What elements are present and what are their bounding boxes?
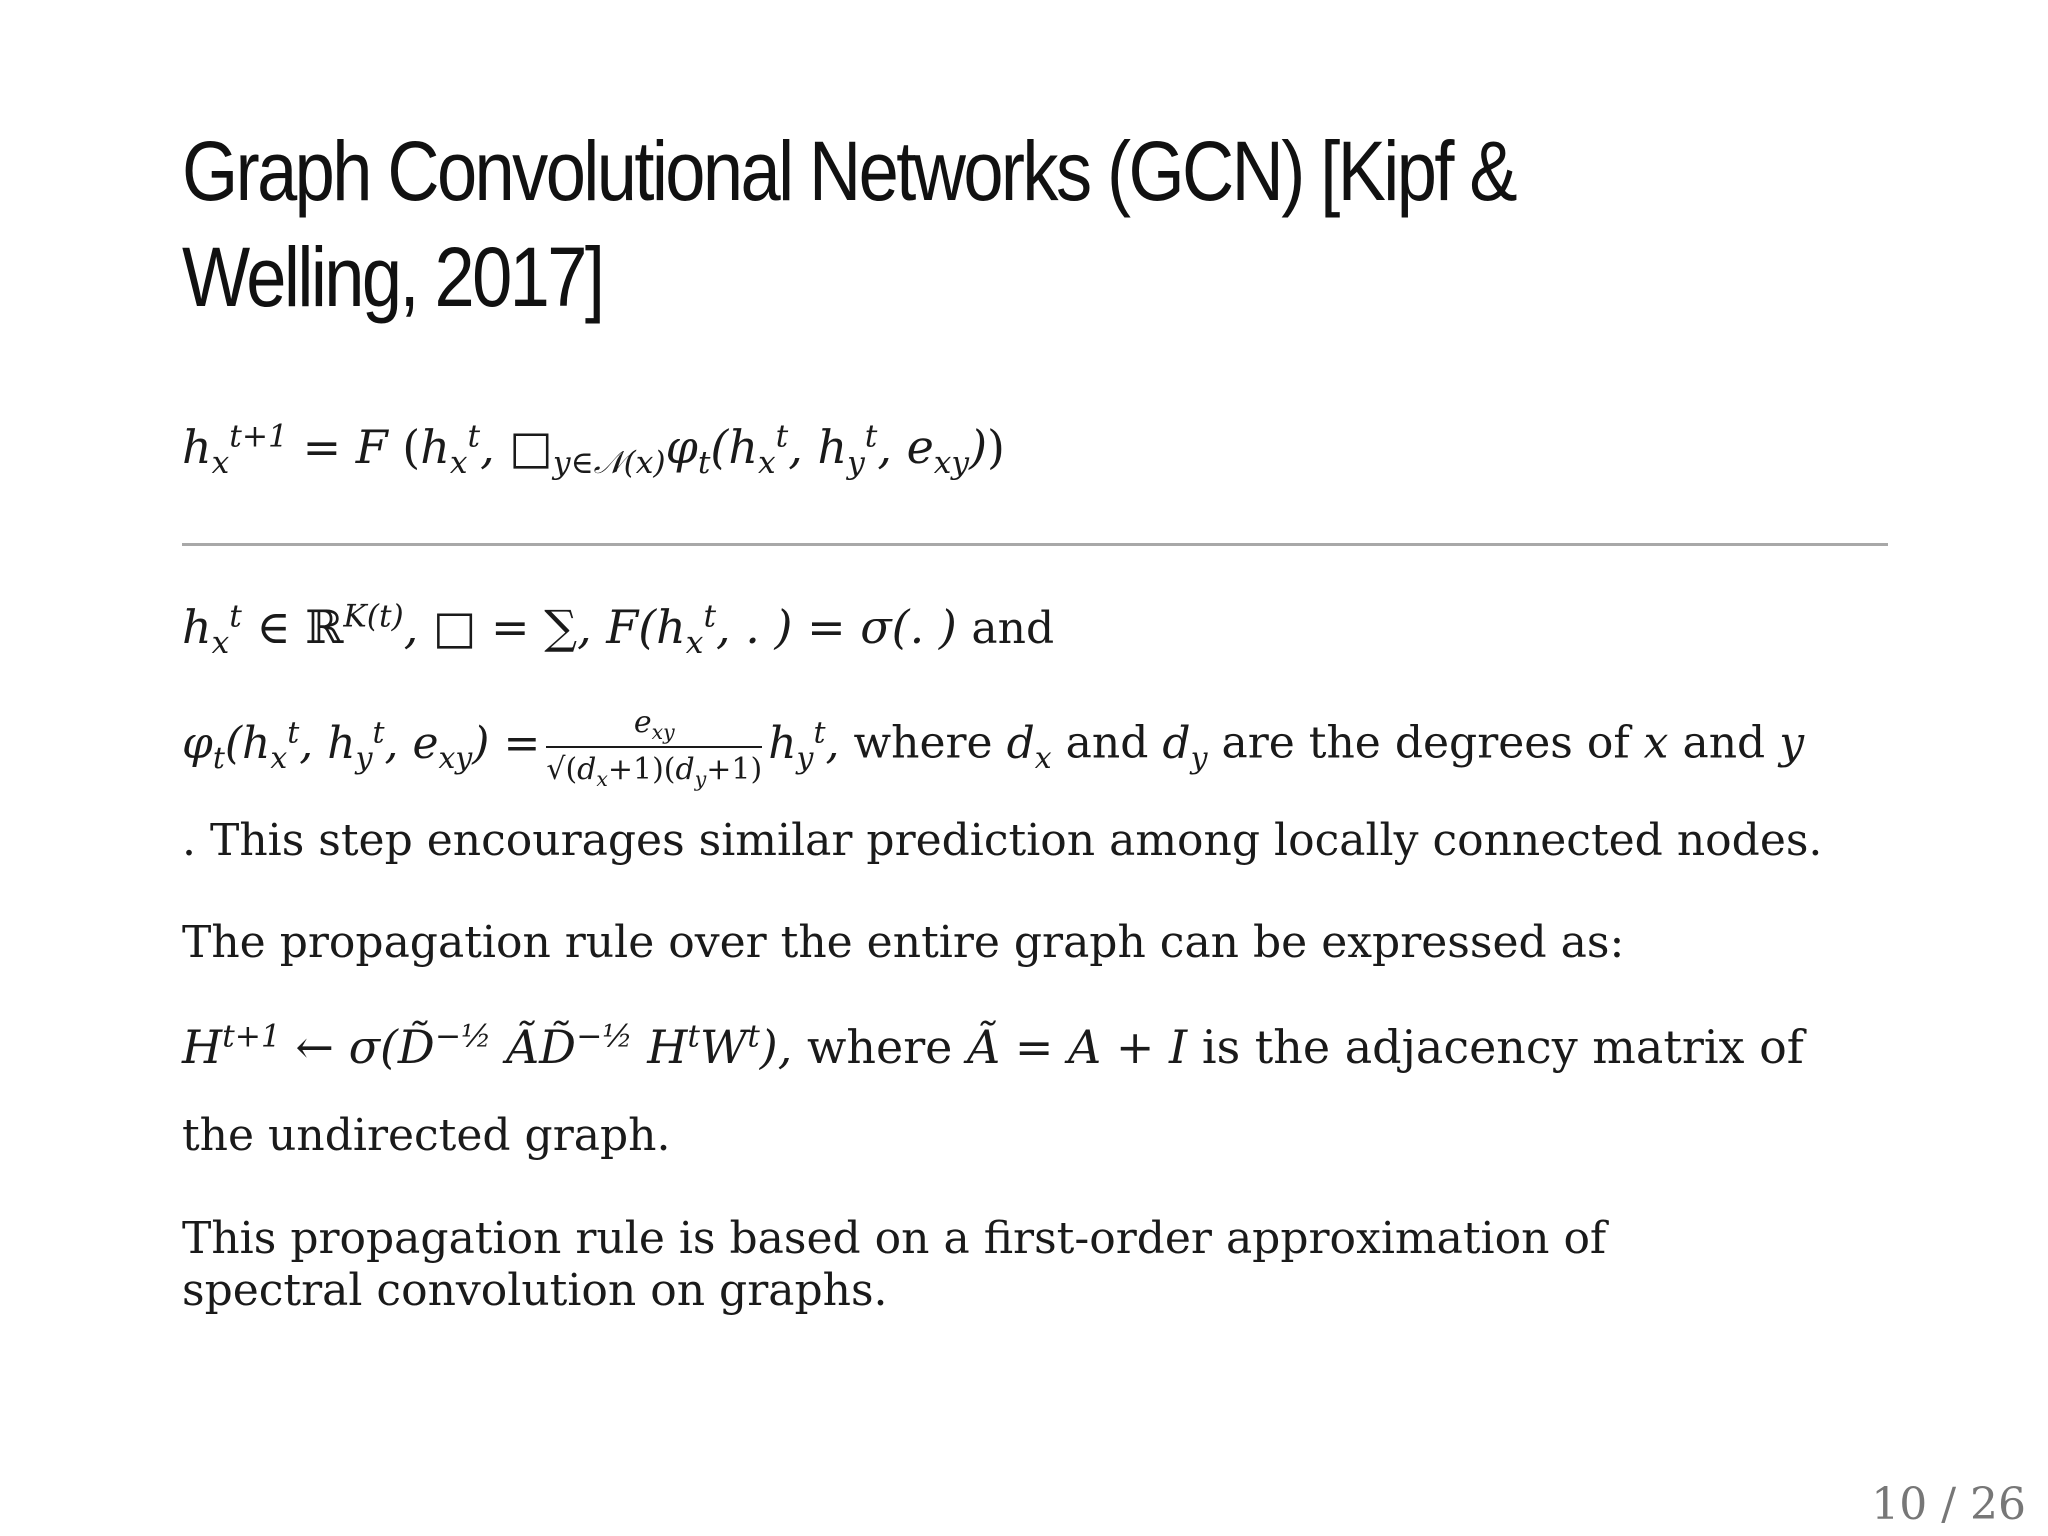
main-equation-text: $h_x^{t+1} = F$ ($h_x^t$, $□_{y\in 𝒩(x)}\varphi_t(h_x^t$, $h_y^t$, $e_{xy}$)) <box>182 418 1005 482</box>
paragraph-locally-connected: . This step encourages similar prediction among locally connected nodes. <box>182 815 1823 866</box>
propagation-adjacency: Ã = A + I <box>967 1020 1188 1074</box>
phi-lhs: $\varphi_t(h_x^t$, $h_y^t$, $e_{xy}$) = <box>182 714 541 776</box>
phi-fraction <box>546 705 763 791</box>
phi-dy: $d_y$ <box>1162 717 1208 776</box>
propagation-math: $H^{t+1}$ ← σ(D̃$^{-\frac{1}{2}}$ ÃD̃$^{-\frac{1}{2}}$ $H^tW^t$), <box>182 1018 793 1074</box>
paragraph-undirected-graph: the undirected graph. <box>182 1110 671 1161</box>
main-equation <box>182 418 1882 482</box>
phi-text-and-2: and <box>1682 717 1766 769</box>
slide-title: Graph Convolutional Networks (GCN) [Kipf & Welling, 2017] <box>182 124 1515 324</box>
phi-definition-line <box>182 705 1882 791</box>
definitions-text: and <box>971 603 1055 654</box>
phi-text-and: and <box>1065 717 1149 769</box>
divider-rule <box>182 543 1888 546</box>
phi-rhs: $h_y^t$, <box>768 714 840 776</box>
paragraph-spectral-approximation: This propagation rule is based on a first-order approximation of spectral convolution on graphs. <box>182 1213 1607 1316</box>
page-number: 10 / 26 <box>1871 1479 2026 1530</box>
propagation-text-adjacency: is the adjacency matrix of <box>1201 1020 1804 1074</box>
phi-text-degrees: are the degrees of <box>1221 717 1630 769</box>
fraction-numerator: $e_{xy}$ <box>546 705 762 748</box>
phi-x: x <box>1643 717 1669 769</box>
phi-y: y <box>1779 717 1805 769</box>
paragraph-propagation-intro: The propagation rule over the entire graph can be expressed as: <box>182 917 1625 968</box>
definitions-math: $h_x^t$ ∈ ℝ$^{K(t)}$, □ = ∑, $F(h_x^t$, . ) = σ(. ) <box>182 598 957 662</box>
phi-dx: $d_x$ <box>1006 717 1052 776</box>
propagation-text-where: where <box>806 1020 953 1074</box>
definitions-line <box>182 598 1882 662</box>
propagation-equation-line <box>182 1020 1882 1074</box>
phi-text-where: where <box>853 717 993 769</box>
fraction-denominator: $√(d_x+1)(d_y+1)$ <box>546 752 763 791</box>
